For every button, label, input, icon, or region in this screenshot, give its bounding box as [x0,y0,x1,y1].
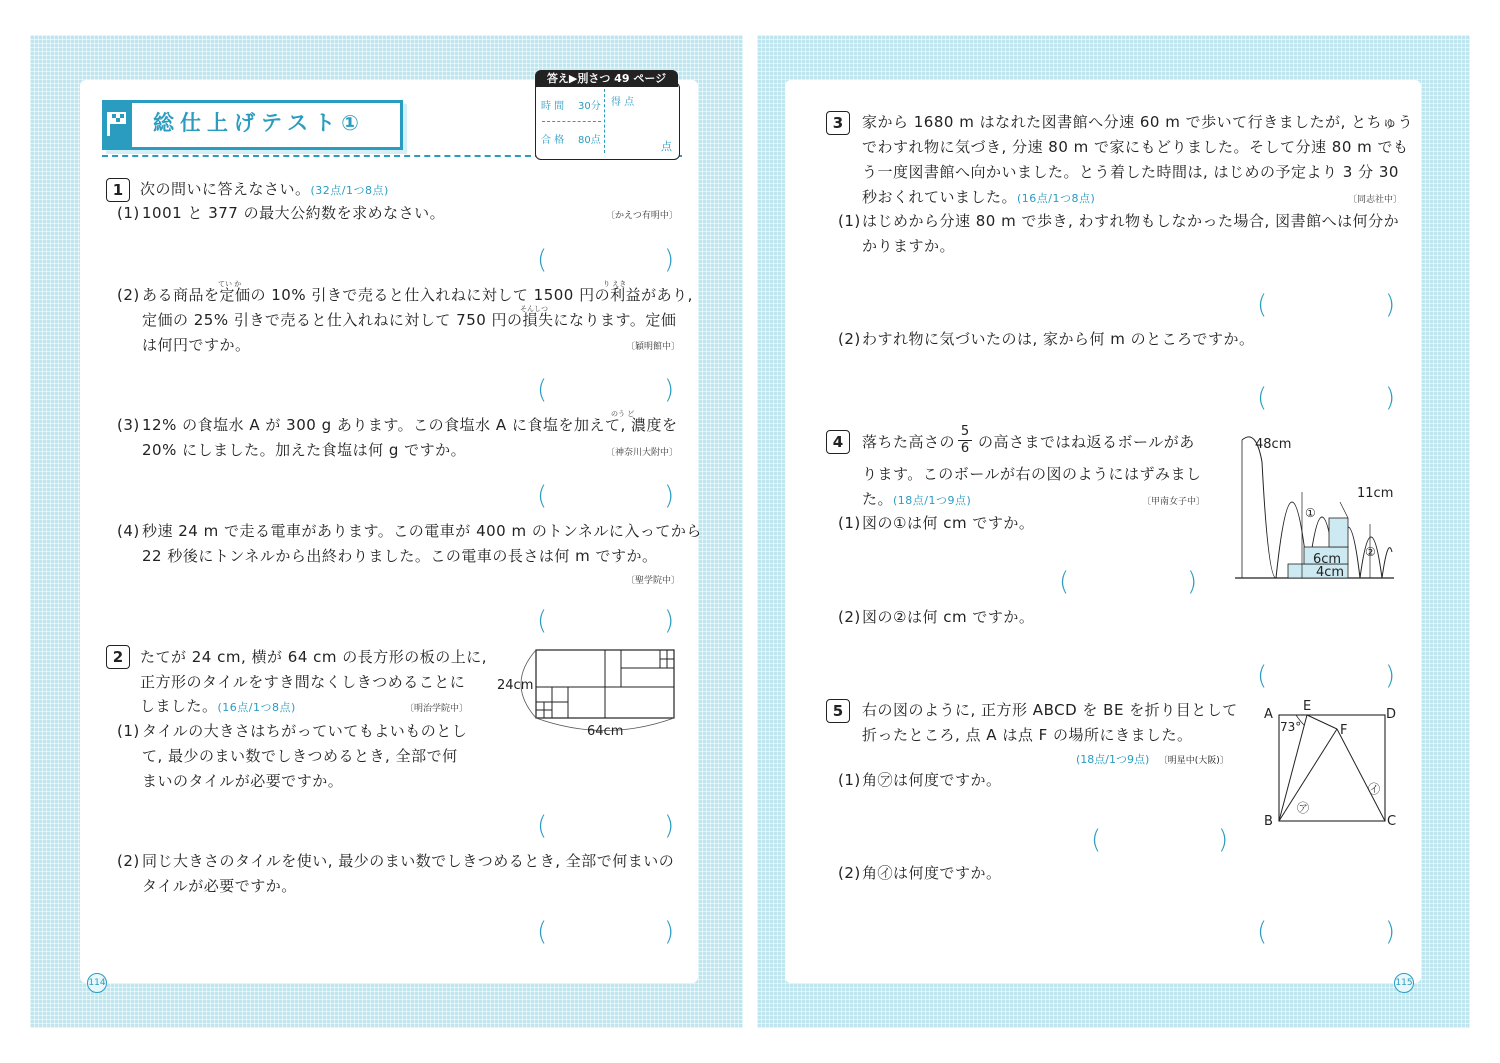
question-1-number: 1 [106,178,130,202]
q2-line1: たてが 24 cm, 横が 64 cm の長方形の板の上に, [140,648,488,666]
q1-3-line2: 20% にしました。加えた食塩は何 g ですか。 [142,441,467,459]
score-box [535,82,680,160]
fig-point-a: A [1264,707,1273,722]
question-1-prompt: 次の問いに答えなさい。(32点/1つ8点) [140,180,389,198]
ruby-rieki: り えき [603,280,627,288]
q1-1-label: (1) [117,204,140,222]
score-label: 得 点 [611,97,635,108]
score-unit: 点 [661,140,672,153]
q1-2-line3: は何円ですか。 [142,336,251,354]
q1-4-line2: 22 秒後にトンネルから出終わりました。この電車の長さは何 m ですか。 [142,547,658,565]
question-1-points: (32点/1つ8点) [310,184,389,197]
q3-line4: 秒おくれていました。(16点/1つ8点) [862,188,1096,206]
fig-point-d: D [1386,707,1397,722]
q4-line3: た。(18点/1つ9点) [862,490,972,508]
q1-3-source: 〔神奈川大附中〕 [606,448,679,458]
q3-2-answer-close[interactable]: ) [1385,383,1396,413]
q3-1-label: (1) [838,212,861,230]
q4-line1-pre: 落ちた高さの [862,433,956,451]
question-4-number: 4 [826,430,850,454]
q2-2-label: (2) [117,852,140,870]
fig-angle-i: ㋑ [1368,782,1381,796]
fig-width-label: 64cm [587,724,624,739]
time-label: 時 間 [541,101,565,112]
gutter [743,35,757,1028]
q2-points: (16点/1つ8点) [217,701,296,714]
q4-2-label: (2) [838,608,861,626]
q2-2-answer-open[interactable]: ( [537,917,548,947]
ruby-noudo: のう ど [611,410,635,418]
fig-11cm-label: 11cm [1357,486,1394,501]
q4-2-text: 図の②は何 cm ですか。 [862,608,1035,626]
q3-1-line2: かりますか。 [862,237,956,255]
question-2-number: 2 [106,645,130,669]
q4-source: 〔甲南女子中〕 [1142,497,1206,507]
fig-point-f: F [1340,723,1348,738]
q1-2-line2: 定価の 25% 引きで売ると仕入れねに対して 750 円の損失になります。定価 [142,311,677,329]
fraction-denominator: 6 [958,440,972,457]
fig-4cm-label: 4cm [1316,565,1345,580]
q3-line1: 家から 1680 m はなれた図書館へ分速 60 m で歩いて行きましたが, とちゅう [862,113,1414,131]
q4-line2: ります。このボールが右の図のようにはずみまし [862,465,1202,483]
q1-1-source: 〔かえつ有明中〕 [606,211,678,221]
q1-2-answer-close[interactable]: ) [664,375,675,405]
q1-1-answer-open[interactable]: ( [537,245,548,275]
q1-4-answer-close[interactable]: ) [664,606,675,636]
q2-source: 〔明治学院中〕 [405,704,469,714]
q3-points: (16点/1つ8点) [1017,192,1096,205]
q4-2-answer-close[interactable]: ) [1385,661,1396,691]
q5-line2: 折ったところ, 点 A は点 F の場所にきました。 [862,726,1193,744]
q5-line1: 右の図のように, 正方形 ABCD を BE を折り目として [862,701,1238,719]
q4-2-answer-open[interactable]: ( [1257,661,1268,691]
q5-2-answer-open[interactable]: ( [1257,917,1268,947]
fig-angle-a: ㋐ [1297,801,1310,815]
q2-line3: しました。(16点/1つ8点) [140,697,296,715]
q1-1-text: 1001 と 377 の最大公約数を求めなさい。 [142,204,446,222]
q2-1-answer-close[interactable]: ) [664,811,675,841]
q1-3-line1: 12% の食塩水 A が 300 g あります。この食塩水 A に食塩を加えて, 濃度を [142,416,678,434]
q5-points-source [1076,751,1229,767]
q2-1-line1: タイルの大きさはちがっていてもよいものとし [142,722,468,740]
ruby-sonshitsu: そんしつ [520,305,548,313]
q4-line1-post: の高さまではね返るボールがあ [978,433,1195,451]
pass-label: 合 格 [541,135,565,146]
q5-1-answer-close[interactable]: ) [1218,825,1229,855]
time-value: 30分 [578,101,601,112]
q3-2-text: わすれ物に気づいたのは, 家から何 m のところですか。 [862,330,1255,348]
page-number-left: 114 [87,973,107,993]
q2-2-line1: 同じ大きさのタイルを使い, 最少のまい数でしきつめるとき, 全部で何まいの [142,852,675,870]
q3-line3: う一度図書館へ向かいました。とう着した時間は, はじめの予定より 3 分 30 [862,163,1399,181]
q2-1-label: (1) [117,722,140,740]
fraction-numerator: 5 [960,424,970,439]
question-5-number: 5 [826,699,850,723]
q1-4-answer-open[interactable]: ( [537,606,548,636]
q1-2-source: 〔穎明館中〕 [626,342,681,352]
q5-2-answer-close[interactable]: ) [1385,917,1396,947]
q4-points: (18点/1つ9点) [893,494,972,507]
page-title: 総仕上げテスト① [153,111,365,135]
q1-3-answer-close[interactable]: ) [664,481,675,511]
fig-angle-73: 73° [1280,720,1302,734]
q4-1-answer-open[interactable]: ( [1059,567,1070,597]
fig-6cm-label: 6cm [1313,552,1342,567]
q2-2-answer-close[interactable]: ) [664,917,675,947]
q1-2-answer-open[interactable]: ( [537,375,548,405]
fig-point-b: B [1264,814,1273,829]
answer-reference: 答え▶別さつ 49 ページ [535,70,678,87]
q3-1-answer-close[interactable]: ) [1385,290,1396,320]
q3-2-label: (2) [838,330,861,348]
q2-line2: 正方形のタイルをすき間なくしきつめることに [140,673,466,691]
q3-line2: でわすれ物に気づき, 分速 80 m で家にもどりました。そして分速 80 m でも [862,138,1409,156]
q1-2-line1: ある商品を定価の 10% 引きで売ると仕入れねに対して 1500 円の利益があり, [142,286,693,304]
q1-4-label: (4) [117,522,140,540]
fig-mark-1: ① [1305,506,1316,520]
q4-1-answer-close[interactable]: ) [1187,567,1198,597]
q4-fraction [958,424,972,457]
q5-1-text: 角㋐は何度ですか。 [862,771,1002,789]
q1-4-line1: 秒速 24 m で走る電車があります。この電車が 400 m のトンネルに入ってから [142,522,702,540]
q2-1-line3: まいのタイルが必要ですか。 [142,772,344,790]
q2-2-line2: タイルが必要ですか。 [142,877,297,895]
q4-1-text: 図の①は何 cm ですか。 [862,514,1035,532]
fig-point-c: C [1387,814,1397,829]
q5-2-text: 角㋑は何度ですか。 [862,864,1002,882]
q4-1-label: (1) [838,514,861,532]
question-3-number: 3 [826,111,850,135]
fig-height-label: 24cm [497,678,534,693]
flag-icon [102,100,132,147]
page-number-right: 115 [1394,973,1414,993]
q5-2-label: (2) [838,864,861,882]
q5-1-answer-open[interactable]: ( [1091,825,1102,855]
q2-1-line2: て, 最少のまい数でしきつめるとき, 全部で何 [142,747,458,765]
q1-3-label: (3) [117,416,140,434]
q2-1-answer-open[interactable]: ( [537,811,548,841]
q5-source: 〔明星中(大阪)〕 [1158,756,1229,766]
q3-source: 〔同志社中〕 [1348,195,1403,205]
q3-1-line1: はじめから分速 80 m で歩き, わすれ物もしなかった場合, 図書館へは何分か [862,212,1400,230]
pass-value: 80点 [578,135,601,146]
ruby-teika: てい か [218,280,242,288]
q5-1-label: (1) [838,771,861,789]
q5-points: (18点/1つ9点) [1076,753,1150,766]
q3-1-answer-open[interactable]: ( [1257,290,1268,320]
q1-2-label: (2) [117,286,140,304]
q1-4-source: 〔聖学院中〕 [626,576,681,586]
q1-3-answer-open[interactable]: ( [537,481,548,511]
fig-48cm-label: 48cm [1255,437,1292,452]
q3-2-answer-open[interactable]: ( [1257,383,1268,413]
fig-mark-2: ② [1365,545,1376,559]
fig-point-e: E [1303,699,1312,714]
q1-1-answer-close[interactable]: ) [664,245,675,275]
